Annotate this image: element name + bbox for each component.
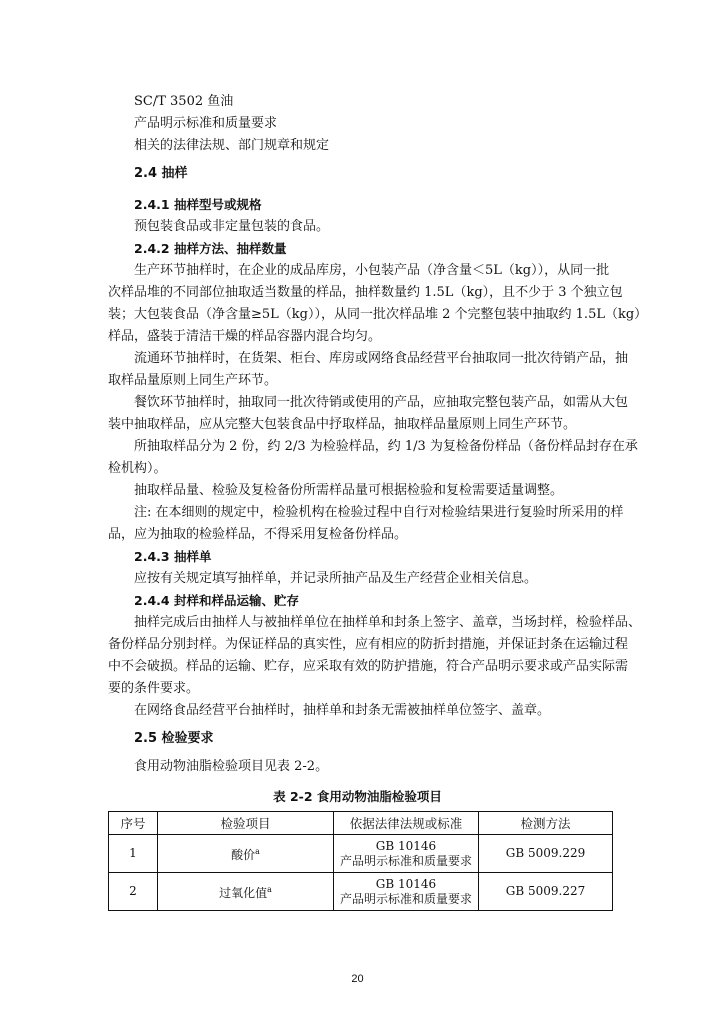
section-heading-2-4-1: 2.4.1 抽样型号或规格 — [134, 197, 262, 212]
footnote-mark: a — [255, 847, 260, 856]
intro-line: 产品明示标准和质量要求 — [134, 116, 278, 131]
cell-standard — [334, 873, 479, 911]
paragraph-line: 检机构）。 — [108, 461, 167, 476]
paragraph-line: 装；大包装食品（净含量≥5L（kg）），从同一批次样品堆 2 个完整包装中抽取约 1.5L（kg） — [108, 307, 648, 322]
paragraph-line: 生产环节抽样时，在企业的成品库房，小包装产品（净含量＜5L（kg）），从同一批 — [134, 263, 610, 278]
cell-item — [158, 873, 334, 911]
paragraph-line: 餐饮环节抽样时，抽取同一批次待销或使用的产品，应抽取完整包装产品，如需从大包 — [134, 395, 629, 410]
standard-line: 产品明示标准和质量要求 — [339, 853, 472, 868]
standard-line: GB 10146 — [375, 838, 437, 853]
paragraph-line: 抽取样品量、检验及复检备份所需样品量可根据检验和复检需要适量调整。 — [134, 483, 564, 498]
cell-method: GB 5009.227 — [479, 873, 613, 911]
paragraph-line: 要的条件要求。 — [108, 681, 200, 696]
item-name: 酸价 — [231, 848, 256, 862]
item-name: 过氧化值 — [219, 886, 268, 900]
section-heading-2-4-2: 2.4.2 抽样方法、抽样数量 — [134, 241, 287, 256]
section-heading-2-5: 2.5 检验要求 — [134, 731, 214, 746]
footnote-mark: a — [267, 885, 272, 894]
paragraph-line: 备份样品分别封样。为保证样品的真实性，应有相应的防折封措施，并保证封条在运输过程 — [108, 637, 629, 652]
section-heading-2-4: 2.4 抽样 — [134, 166, 188, 181]
standard-line: 产品明示标准和质量要求 — [339, 891, 472, 906]
paragraph-line: 中不会破损。样品的运输、贮存，应采取有效的防护措施，符合产品明示要求或产品实际需 — [108, 659, 629, 674]
section-heading-2-4-3: 2.4.3 抽样单 — [134, 549, 212, 564]
cell-no: 2 — [109, 873, 158, 911]
paragraph-line: 抽样完成后由抽样人与被抽样单位在抽样单和封条上签字、盖章，当场封样，检验样品、 — [134, 615, 642, 630]
header-standard: 依据法律法规或标准 — [334, 812, 479, 835]
table-row — [109, 835, 613, 873]
paragraph-line: 预包装食品或非定量包装的食品。 — [134, 219, 330, 234]
paragraph-line: 流通环节抽样时，在货架、柜台、库房或网络食品经营平台抽取同一批次待销产品，抽 — [134, 351, 629, 366]
inspection-items-table — [108, 811, 613, 911]
header-no: 序号 — [109, 812, 158, 835]
note-line: 注: 在本细则的规定中，检验机构在检验过程中自行对检验结果进行复验时所采用的样 — [134, 505, 624, 520]
intro-line: 相关的法律法规、部门规章和规定 — [134, 138, 330, 153]
paragraph-line: 食用动物油脂检验项目见表 2-2。 — [134, 759, 329, 774]
table-caption: 表 2-2 食用动物油脂检验项目 — [273, 789, 442, 804]
paragraph-line: 样品，盛装于清洁干燥的样品容器内混合均匀。 — [108, 329, 382, 344]
paragraph-line: 应按有关规定填写抽样单，并记录所抽产品及生产经营企业相关信息。 — [134, 571, 538, 586]
table-row — [109, 873, 613, 911]
paragraph-line: 在网络食品经营平台抽样时，抽样单和封条无需被抽样单位签字、盖章。 — [134, 703, 551, 718]
page-number: 20 — [351, 973, 364, 985]
standard-line: GB 10146 — [375, 876, 437, 891]
cell-method: GB 5009.229 — [479, 835, 613, 873]
intro-line: SC/T 3502 鱼油 — [134, 94, 234, 109]
paragraph-line: 次样品堆的不同部位抽取适当数量的样品，抽样数量约 1.5L（kg），且不少于 3 个独立包 — [108, 285, 623, 300]
paragraph-line: 所抽取样品分为 2 份，约 2/3 为检验样品，约 1/3 为复检备份样品（备份样品封存在承 — [134, 439, 638, 454]
cell-standard — [334, 835, 479, 873]
cell-item — [158, 835, 334, 873]
header-item: 检验项目 — [158, 812, 334, 835]
table-header-row — [109, 812, 613, 835]
header-method: 检测方法 — [479, 812, 613, 835]
section-heading-2-4-4: 2.4.4 封样和样品运输、贮存 — [134, 593, 299, 608]
note-line: 品，应为抽取的检验样品，不得采用复检备份样品。 — [108, 527, 408, 542]
paragraph-line: 装中抽取样品，应从完整大包装食品中抒取样品，抽取样品量原则上同生产环节。 — [108, 417, 577, 432]
paragraph-line: 取样品量原则上同生产环节。 — [108, 373, 278, 388]
cell-no: 1 — [109, 835, 158, 873]
